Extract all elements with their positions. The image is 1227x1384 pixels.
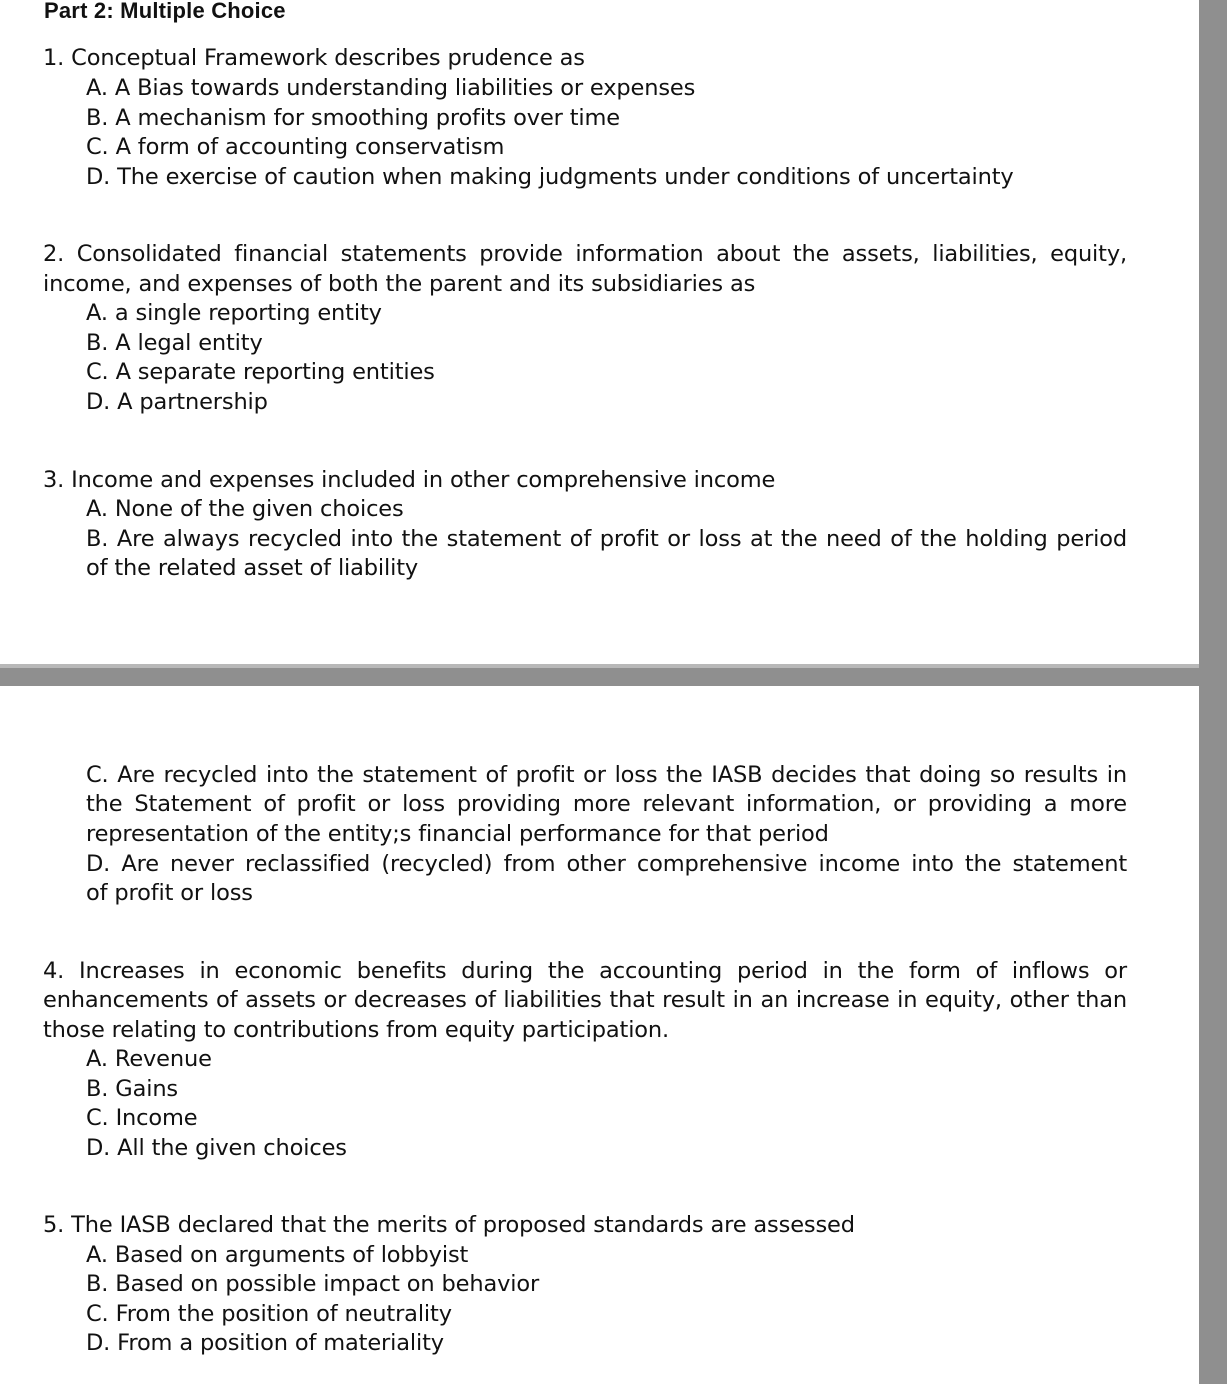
- question-4-option-c: C. Income: [86, 1105, 198, 1131]
- question-3-option-c-line-3: representation of the entity;s financial performance for that period: [86, 821, 829, 847]
- question-5-option-d: D. From a position of materiality: [86, 1330, 444, 1356]
- question-3-option-c-line-2: the Statement of profit or loss providing more relevant information, or providing a more: [86, 791, 1127, 817]
- question-3-option-b-line-2: of the related asset of liability: [86, 555, 419, 581]
- question-4-option-d: D. All the given choices: [86, 1135, 347, 1161]
- question-4-stem-line-1: 4. Increases in economic benefits during the accounting period in the form of inflows or: [43, 958, 1127, 984]
- question-4-option-b: B. Gains: [86, 1076, 178, 1102]
- question-3-option-d-line-2: of profit or loss: [86, 880, 253, 906]
- question-3-option-b-line-1: B. Are always recycled into the statement of profit or loss at the need of the holding period: [86, 526, 1127, 552]
- question-4-stem-line-3: those relating to contributions from equity participation.: [43, 1017, 670, 1043]
- question-5-option-b: B. Based on possible impact on behavior: [86, 1271, 540, 1297]
- question-2-stem-line-2: income, and expenses of both the parent and its subsidiaries as: [43, 271, 756, 297]
- question-1-option-d: D. The exercise of caution when making judgments under conditions of uncertainty: [86, 164, 1014, 190]
- question-3-option-c-line-1: C. Are recycled into the statement of profit or loss the IASB decides that doing so results in: [86, 762, 1127, 788]
- question-2-option-c: C. A separate reporting entities: [86, 359, 435, 385]
- question-4-stem-line-2: enhancements of assets or decreases of liabilities that result in an increase in equity, other than: [43, 987, 1127, 1013]
- question-5-option-c: C. From the position of neutrality: [86, 1301, 452, 1327]
- question-1-stem: 1. Conceptual Framework describes prudence as: [43, 45, 585, 71]
- question-5-stem: 5. The IASB declared that the merits of proposed standards are assessed: [43, 1212, 855, 1238]
- question-2-option-a: A. a single reporting entity: [86, 300, 382, 326]
- question-1-option-c: C. A form of accounting conservatism: [86, 134, 505, 160]
- question-2-option-b: B. A legal entity: [86, 330, 263, 356]
- page-gap: [0, 664, 1199, 668]
- document-page-top: [0, 0, 1199, 664]
- question-3-option-a: A. None of the given choices: [86, 496, 404, 522]
- question-5-option-a: A. Based on arguments of lobbyist: [86, 1242, 469, 1268]
- section-title: Part 2: Multiple Choice: [44, 0, 286, 23]
- question-1-option-a: A. A Bias towards understanding liabilities or expenses: [86, 75, 696, 101]
- question-3-stem: 3. Income and expenses included in other comprehensive income: [43, 467, 776, 493]
- question-2-stem-line-1: 2. Consolidated financial statements provide information about the assets, liabilities, equity,: [43, 241, 1127, 267]
- question-1-option-b: B. A mechanism for smoothing profits over time: [86, 105, 620, 131]
- question-4-option-a: A. Revenue: [86, 1046, 212, 1072]
- question-2-option-d: D. A partnership: [86, 389, 268, 415]
- question-3-option-d-line-1: D. Are never reclassified (recycled) from other comprehensive income into the statement: [86, 851, 1127, 877]
- document-page-bottom: [0, 686, 1199, 1384]
